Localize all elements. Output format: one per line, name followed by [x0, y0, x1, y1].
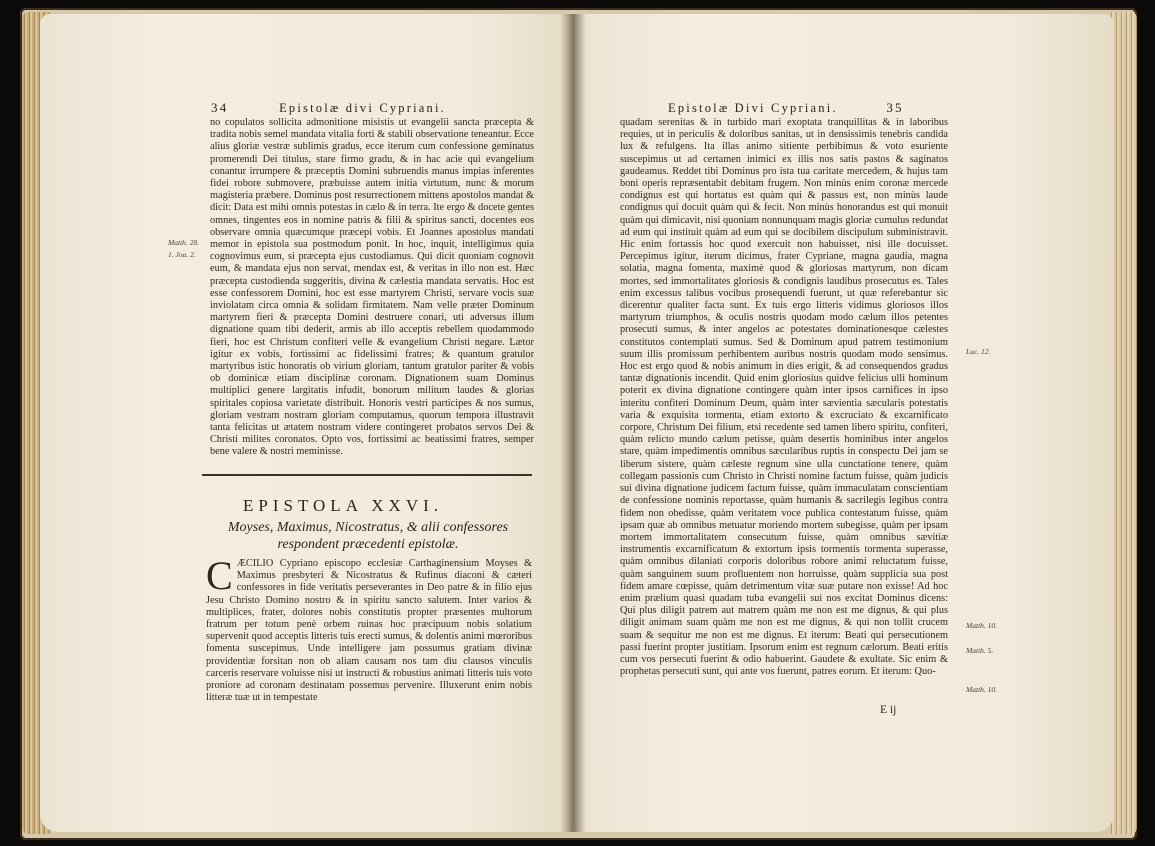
- margin-note: Matth. 5.: [966, 646, 994, 655]
- signature-mark: E ij: [880, 704, 897, 716]
- page-number: 34: [211, 100, 229, 115]
- right-page: [574, 14, 1114, 832]
- margin-note: 1. Joa. 2.: [168, 250, 196, 259]
- running-head: Epistolæ Divi Cypriani.: [668, 101, 838, 115]
- body-paragraph: no copulatos sollicita admonitione misistis ut evangelii sancta præcepta & tradita nobis semel mandata vitalia forti & stabili observatione teneantur. Ecce alius gloriæ vestræ sublimis gradus, ecce iterum cum confessione geminatus promerendi Dei titulus, stare firmo gradu, & in hac acie qui evangelium conantur irrumpere & præceptis Domini subruendis manus impias inferentes fidei robore submovere, præbuisse autem initia virtutum, nunc & morum magisteria præbere. Dominus post resurrectionem mittens apostolos mandat & dicit: Data est mihi omnis potestas in cælo & in terra. Ite ergo & docete gentes omnes, tingentes eos in nomine patris & filii & spiritus sancti, docentes eos observare omnia quæcumque præcepi vobis. Et Joannes apostolus mandati memor in epistola sua postmodum ponit. In hoc, inquit, intelligimus quia cognovimus eum, si præcepta ejus custodiamus. Qui dicit quoniam cognovit eum, & mandata ejus non servat, mendax est, & veritas in illo non est. Hæc præcepta custodienda suggeritis, divina & cælestia mandata servatis. Hoc est esse confessorem Domini, hoc est esse martyrem Christi, servare vocis suæ inviolatam circa omnia & solidam firmitatem. Nam velle præter Dominum martyrem fieri & præcepta Domini destruere conari, uti adversus illum dignatione quam tibi dederit, armis ab illo acceptis rebellem quodammodo fieri, hoc est Christum confiteri velle & evangelium Christi negare. Lætor igitur ex vobis, fortissimi ac fidelissimi fratres; & quantum gratulor martyribus istic honoratis ob virium gloriam, tantum gratulor pariter & vobis ob dominicæ etiam disciplinæ coronam. Dignationem suam Dominus multiplici genere largitatis infudit, bonorum militum laudes & glorias spiritales copiosa varietate distribuit. Honoris vestri participes & nos sumus, gloriam vestram nostram gloriam computamus, quorum tempora illustravit tanta felicitas ut ætatem nostram videre contingeret probatos servos Dei & Christi milites coronatos. Opto vos, fortissimi ac beatissimi fratres, semper bene valere & nostri meminisse.: [210, 117, 534, 458]
- left-page-header: [211, 100, 446, 116]
- epistle-title: EPISTOLA XXVI.: [243, 496, 444, 515]
- drop-cap: C: [206, 553, 233, 598]
- margin-note: Luc. 12.: [966, 347, 991, 356]
- right-page-header: [668, 100, 904, 116]
- section-rule: [202, 474, 532, 476]
- book-gutter: [560, 14, 586, 832]
- right-body-text: [620, 117, 948, 678]
- epistle-text: [206, 553, 532, 704]
- epistle-subtitle: Moyses, Maximus, Nicostratus, & alii confessores respondent præcedenti epistolæ.: [227, 520, 509, 552]
- margin-note: Matth. 10.: [966, 621, 998, 630]
- left-body-text: [210, 117, 534, 459]
- epistle-paragraph: ÆCILIO Cypriano episcopo ecclesiæ Carthaginensium Moyses & Maximus presbyteri & Nicostratus & Rufinus diaconi & cæteri confessores in fide veritatis perseverantes in Deo patre & in filio ejus Jesu Christo Domino nostro & in spiritu sancto salutem. Inter varios & multiplices, frater, dolores nobis constitutis propter præsentes multorum fratrum per totum penè orbem ruinas hoc præcipuum nobis solatium supervenit quod acceptis litteris tuis erecti sumus, & dolentis animi mœroribus fomenta suscepimus. Unde intelligere jam possumus gratiam divinæ providentiæ forsitan non ob aliam causam nos tam diu clausos vinculis carceris reservare voluisse nisi ut instructi & robustius animati litteris tuis voto proniore ad coronam destinatam possemus pervenire. Illuxerunt enim nobis litteræ tuæ ut in tempestate: [206, 558, 532, 704]
- page-number: 35: [886, 100, 904, 115]
- margin-note: Matth. 28.: [168, 238, 200, 247]
- body-paragraph: quadam serenitas & in turbido mari exoptata tranquillitas & in laboribus requies, ut in periculis & doloribus sanitas, ut in densissimis tenebris candida lux & refulgens. Ita illas animo sitiente perbibimus & voto esuriente suscepimus ut ad certamen inimici ex illis nos satis pastos & saginatos gaudeamus. Reddet tibi Dominus pro ista tua caritate mercedem, & hujus tam boni operis repræsentabit debitam frugem. Non minùs enim coronæ mercede condignus est qui hortatus est quàm qui & passus est, non minùs laude condignus qui docuit quàm qui & fecit. Non minùs honorandus est qui monuit quàm qui dimicavit, nisi quoniam nonnunquam magis gloriæ cumulus redundat ad eum qui instituit quàm ad eum qui se docibilem discipulum subministravit. Hic enim fortassis hoc quod exercuit non habuisset, nisi ille docuisset. Percepimus igitur, iterum dicimus, frater Cypriane, magna gaudia, magna solatia, magna fomenta, maximè quod & gloriosas martyrum, non dicam mortes, sed immortalitates gloriosis & condignis laudibus prosecutus es. Tales enim excessus talibus vocibus prosequendi fuerunt, ut quæ referebantur sic dicerentur qualiter facta sunt. Ex tuis ergo litteris vidimus gloriosos illos martyrum triumphos, & oculis nostris quodam modo cælum illos petentes prosecuti sumus, & inter angelos ac potestates dominationesque cælestes constitutos contemplati sumus. Sed & Dominum apud patrem testimonium suum illis promissum perhibentem auribus nostris quodam modo sensimus. Hoc est ergo quod & nobis animum in dies erigit, & ad consequendos gradus tantæ dignationis incendit. Quid enim gloriosius quidve felicius ulli hominum poterit ex divina dignatione contingere quàm inter ipsos carnifices in ipso interitu confiteri Dominum Deum, quàm inter sævientia sæcularis potestatis varia & exquisita tormenta, etiam extorto & excruciato & excarnificato corpore, Christum Dei filium, etsi recedente sed tamen libero spiritu, confiteri, quàm relicto mundo cælum petisse, quàm desertis hominibus inter angelos stare, quàm impedimentis omnibus sæcularibus ruptis in conspectu Dei jam se liberum sistere, quàm cæleste regnum sine ulla cunctatione tenere, quàm collegam passionis cum Christo in Christi nomine factum fuisse, quàm judicis sui divina dignatione judicem factum fuisse, quàm immaculatam conscientiam de confessione nominis reportasse, quàm humanis & sacrilegis legibus contra fidem non obedisse, quàm veritatem voce publica contestatum fuisse, quàm ipsam quæ ab omnibus metuatur moriendo mortem subegisse, quàm per ipsam mortem immortalitatem consecutum fuisse, quàm omnibus sævitiæ instrumentis excarnificatum & extortum ipsis tormentis tormenta superasse, quàm omnibus dilaniati corporis doloribus robore animi reluctatum fuisse, quàm sanguinem suum profluentem non horruisse, quàm supplicia sua post fidem amare cœpisse, quàm detrimentum vitæ suæ putare non exisse! Ad hoc enim prælium quasi quadam tuba evangelii sui nos excitat Dominus dicens: Qui plus diligit patrem aut matrem quàm me non est me dignus, & qui plus diligit animam suam quàm me non est me dignus, & qui non tollit crucem suam & sequitur me non est me dignus. Et iterum: Beati qui persecutionem passi fuerint propter justitiam. Ipsorum enim est regnum cælorum. Beati eritis cum vos persecuti fuerint & odio habuerint. Gaudete & exultate. Sic enim & prophetas persecuti sunt, qui ante vos fuerunt, patres eorum. Et iterum: Quo-: [620, 117, 948, 678]
- running-head: Epistolæ divi Cypriani.: [279, 101, 446, 115]
- left-page: [40, 14, 570, 832]
- margin-note: Matth. 10.: [966, 685, 998, 694]
